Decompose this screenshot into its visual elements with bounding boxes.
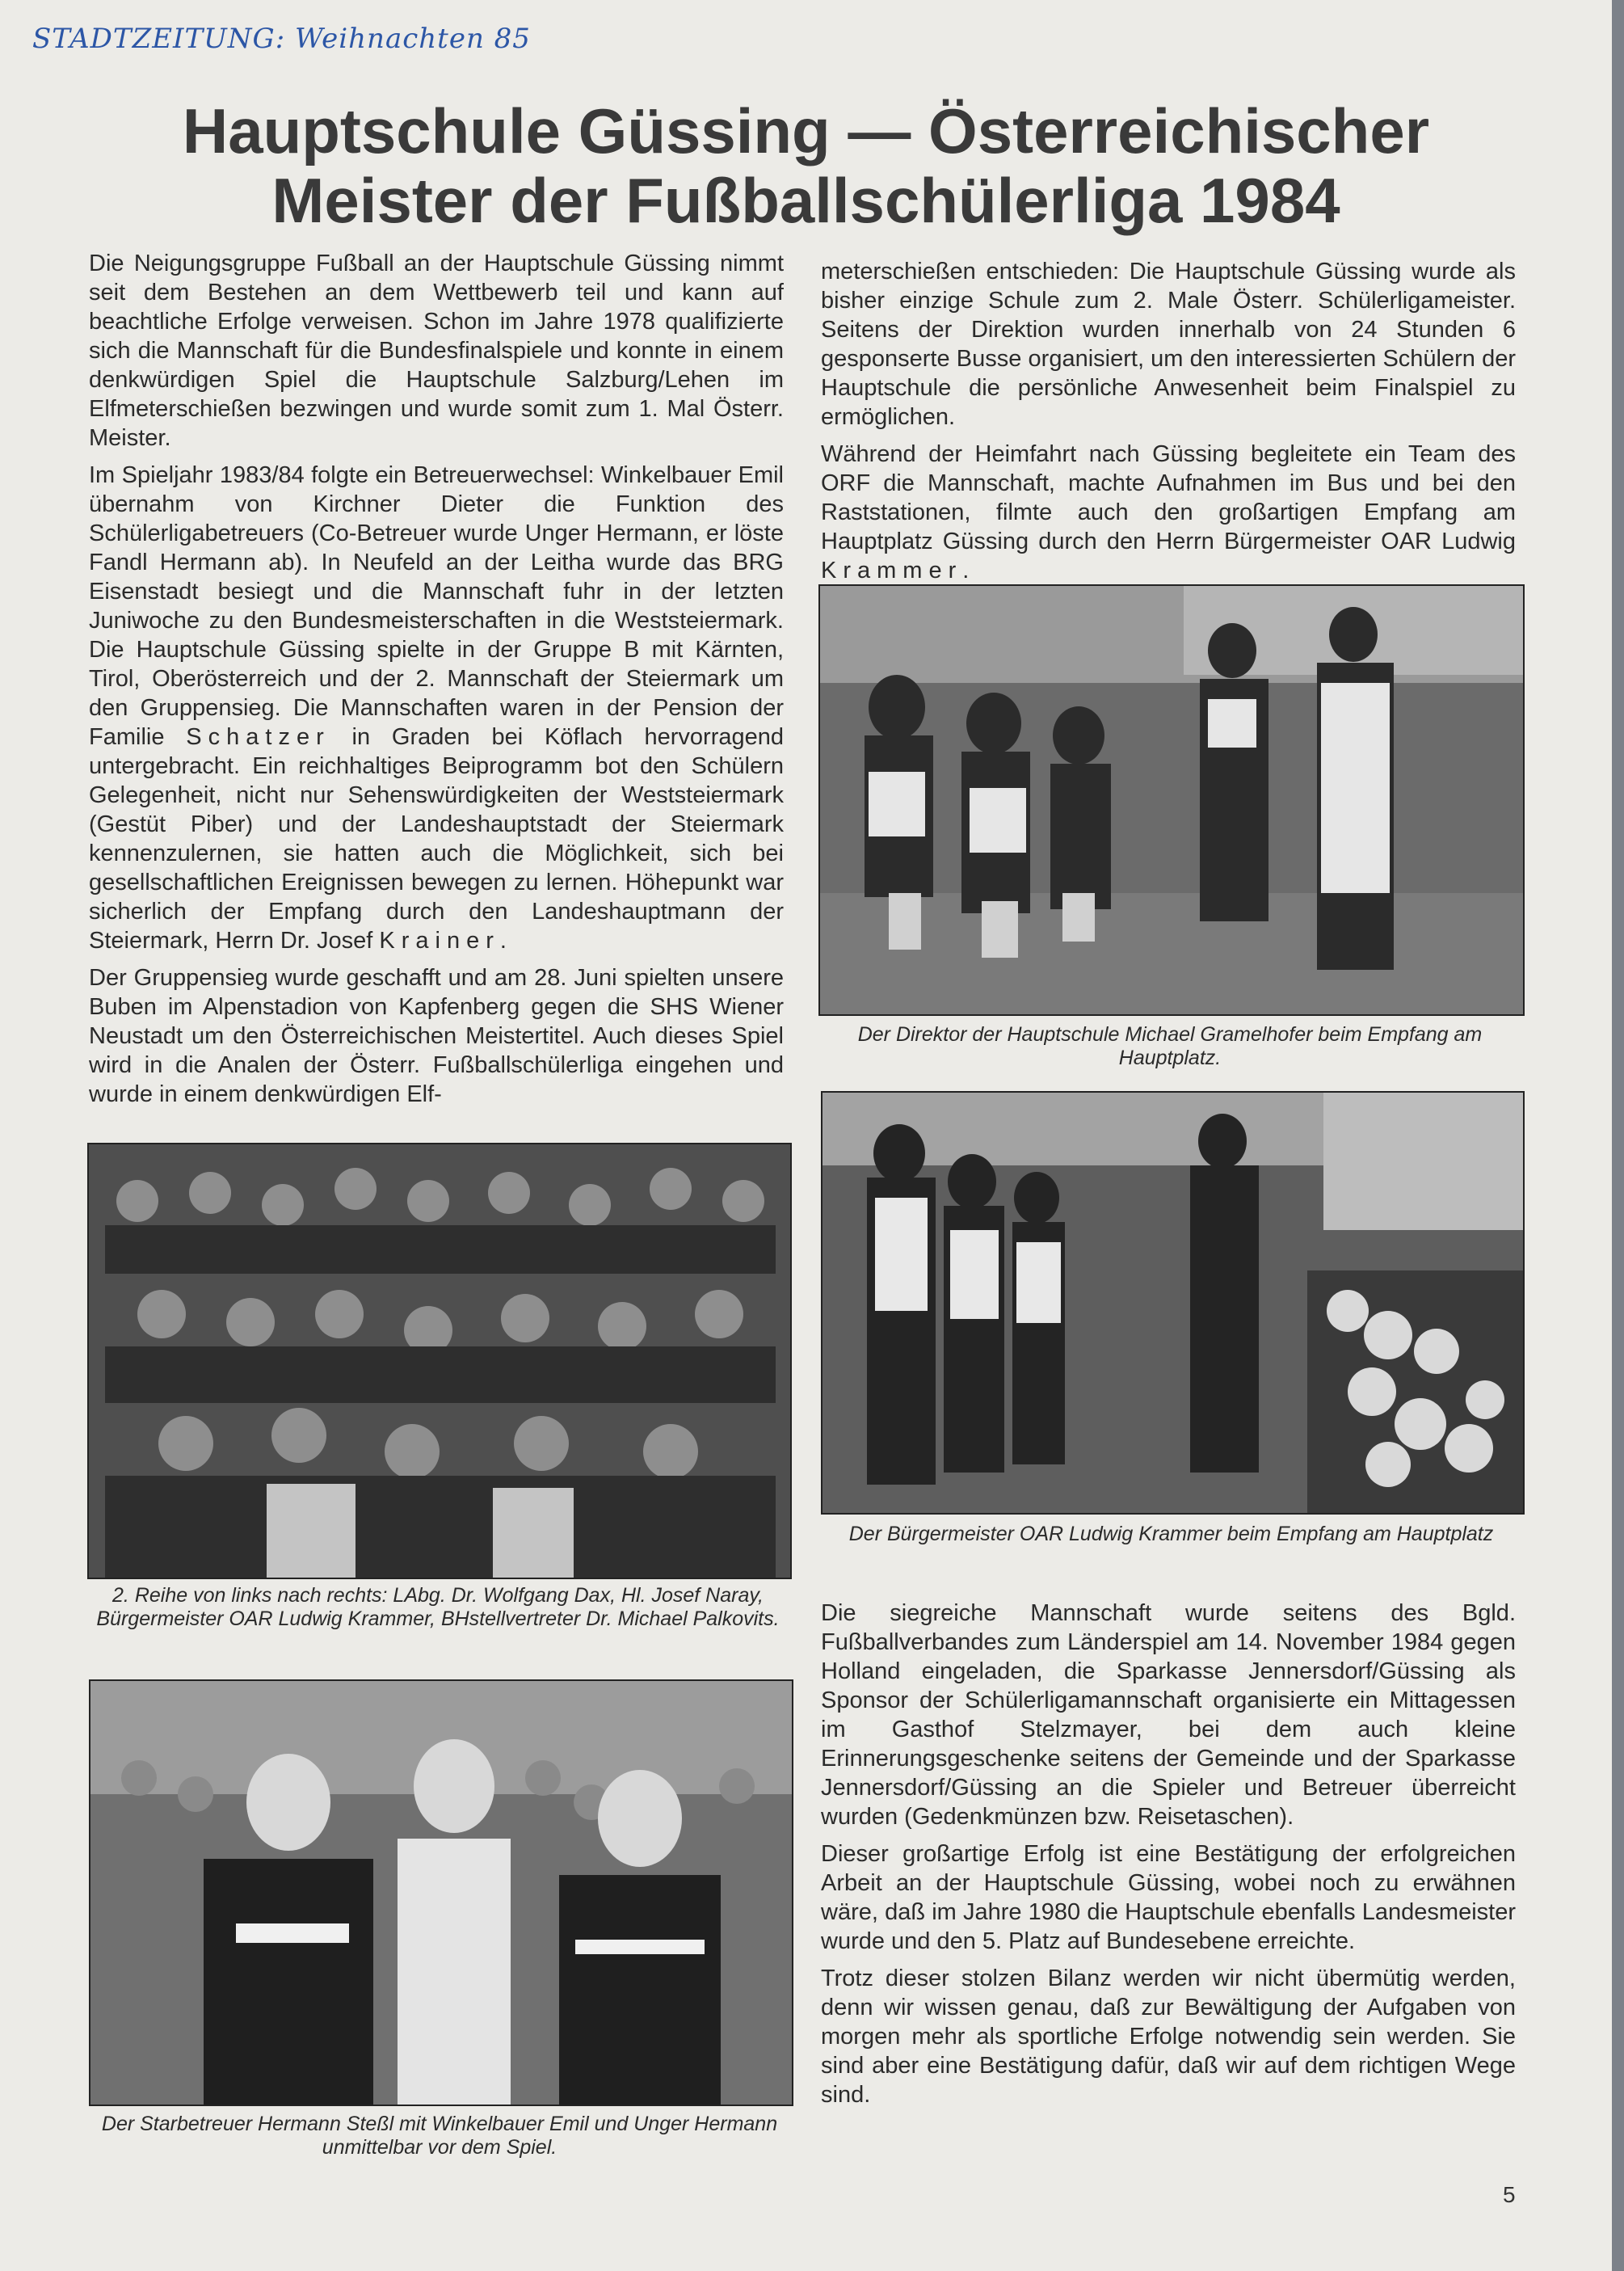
paragraph: Der Gruppensieg wurde geschafft und am 28. Juni spielten unsere Buben im Alpenstadion von Kapfenberg gegen die SHS Wiener Neustadt um den Österreichischen Meistertitel. Auch dieses Spiel wird in die Analen der Österr. Fußballschülerliga eingehen und wurde in einem denkwürdigen Elf- [89, 965, 784, 1107]
paragraph: Dieser großartige Erfolg ist eine Bestätigung der erfolgreichen Arbeit an der Hauptschule Güssing, wobei noch zu erwähnen wäre, daß im Jahre 1980 die Hauptschule ebenfalls Landesmeister wurde und den 5. Platz auf Bundesebene erreichte. [821, 1841, 1516, 1954]
name-emphasis: Schatzer [186, 724, 330, 750]
photo-spectators [87, 1143, 792, 1579]
photo-reception-director [818, 584, 1525, 1016]
page-number: 5 [1503, 2182, 1516, 2207]
photo-caption: Der Bürgermeister OAR Ludwig Krammer beim Empfang am Hauptplatz [848, 1523, 1494, 1545]
photo-reception-mayor [821, 1091, 1525, 1515]
left-column [89, 249, 784, 1117]
name-emphasis: Krammer [821, 558, 963, 584]
article-title-line-1: Hauptschule Güssing — Österreichischer [182, 95, 1430, 166]
name-emphasis: Krainer [379, 928, 500, 954]
paragraph: Im Spieljahr 1983/84 folgte ein Betreuerwechsel: Winkelbauer Emil übernahm von Kirchner Dieter die Funktion des Schülerligabetreuers (Co-Betreuer wurde Unger Hermann, er löste Fandl Hermann ab). In Neufeld an der Leitha wurde das BRG Eisenstadt besiegt und die Mannschaft fuhr in der letzten Juniwoche zu den Bundesmeisterschaften in die Weststeiermark. Die Hauptschule Güssing spielte in der Gruppe B mit Kärnten, Tirol, Oberösterreich und der 2. Mannschaft der Steiermark um den Gruppensieg. Die Mannschaften waren in der Pension der Familie Schatzer in Graden bei Köflach hervorragend untergebracht. Ein reichhaltiges Beiprogramm bot den Schülern Gelegenheit, nicht nur Sehenswürdigkeiten der Weststeiermark (Gestüt Piber) und der Landeshauptstadt der Steiermark kennenzulernen, sie hatten auch die Möglichkeit, sich bei gesellschaftlichen Ereignissen bewegen zu lernen. Höhepunkt war sicherlich der Empfang durch den Landeshauptmann der Steiermark, Herrn Dr. Josef Krainer. [89, 462, 784, 954]
photo-caption: 2. Reihe von links nach rechts: LAbg. Dr. Wolfgang Dax, Hl. Josef Naray, Bürgermeister OAR Ludwig Krammer, BHstellvertreter Dr. Michael Palkovits. [96, 1584, 780, 1630]
paragraph: Trotz dieser stolzen Bilanz werden wir nicht übermütig werden, denn wir wissen genau, daß zur Bewältigung der Aufgaben von morgen mehr als sportliche Erfolge notwendig sein werden. Sie sind aber eine Bestätigung dafür, daß wir auf dem richtigen Wege sind. [821, 1966, 1516, 2108]
right-column-top [821, 257, 1516, 593]
right-column-bottom [821, 1599, 1516, 2117]
paragraph: Während der Heimfahrt nach Güssing begleitete ein Team des ORF die Mannschaft, machte Aufnahmen im Bus und bei den Raststationen, filmte auch den großartigen Empfang am Hauptplatz Güssing durch den Herrn Bürgermeister OAR Ludwig Krammer. [821, 441, 1516, 584]
photo-caption: Der Starbetreuer Hermann Steßl mit Winkelbauer Emil und Unger Hermann unmittelbar vor dem Spiel. [101, 2113, 778, 2159]
paragraph: meterschießen entschieden: Die Hauptschule Güssing wurde als bisher einzige Schule zum 2. Male Österr. Schülerligameister. Seitens der Direktion wurden innerhalb von 24 Stunden 6 gesponserte Busse organisiert, um den interessierten Schülern der Hauptschule die persönliche Anwesenheit beim Finalspiel zu ermöglichen. [821, 259, 1516, 430]
photo-caption: Der Direktor der Hauptschule Michael Gramelhofer beim Empfang am Hauptplatz. [857, 1023, 1483, 1069]
article-title-line-2: Meister der Fußballschülerliga 1984 [271, 165, 1340, 236]
handwritten-note: STADTZEITUNG: Weihnachten 85 [32, 23, 531, 55]
paragraph: Die siegreiche Mannschaft wurde seitens des Bgld. Fußballverbandes zum Länderspiel am 14. November 1984 gegen Holland eingeladen, die Sparkasse Jennersdorf/Güssing als Sponsor der Schülerligamannschaft organisierte ein Mittagessen im Gasthof Stelzmayer, bei dem auch kleine Erinnerungsgeschenke seitens der Gemeinde und der Sparkasse Jennersdorf/Güssing an die Spieler und Betreuer überreicht wurden (Gedenkmünzen bzw. Reisetaschen). [821, 1600, 1516, 1830]
paragraph: Die Neigungsgruppe Fußball an der Hauptschule Güssing nimmt seit dem Bestehen an dem Wettbewerb teil und kann auf beachtliche Erfolge verweisen. Schon im Jahre 1978 qualifizierte sich die Mannschaft für die Bundesfinalspiele und konnte in einem denkwürdigen Spiel die Hauptschule Salzburg/Lehen im Elfmeterschießen bezwingen und wurde somit zum 1. Mal Österr. Meister. [89, 251, 784, 451]
background-edge [1612, 0, 1624, 2271]
photo-coaches [89, 1679, 793, 2106]
